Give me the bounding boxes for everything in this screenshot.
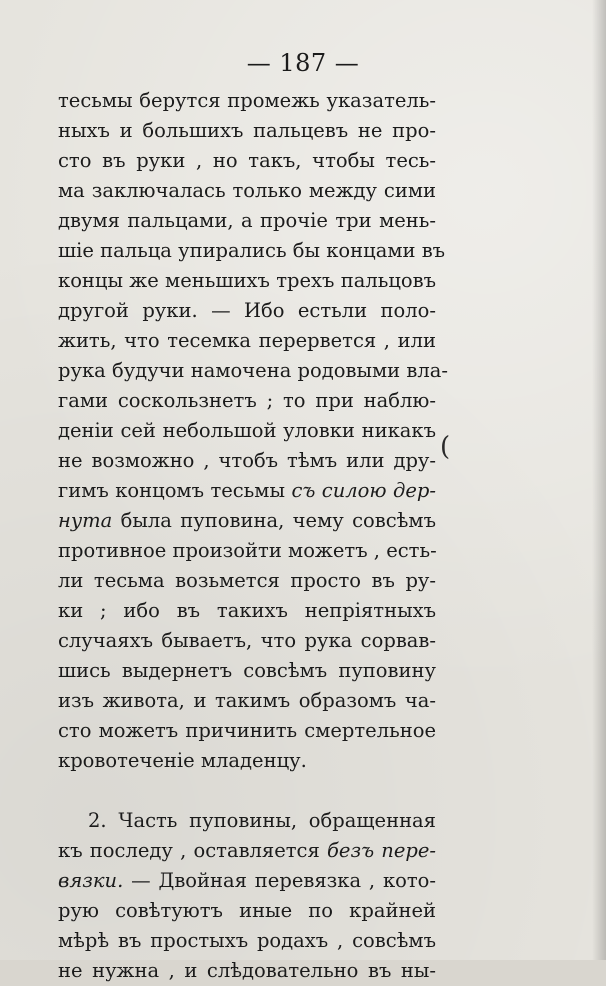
text-line: концы же меньшихъ трехъ пальцовъ [58, 269, 436, 292]
text-line: противное произойти можетъ , есть- [58, 539, 437, 562]
margin-bracket-mark: ( [440, 432, 451, 462]
text-run: гимъ концомъ тесьмы [58, 479, 292, 502]
text-line: ки ; ибо въ такихъ непріятныхъ [58, 599, 436, 622]
text-line: шіе пальца упирались бы концами въ [58, 239, 446, 262]
text-line: рую совѣтуютъ иные по крайней [58, 899, 436, 922]
italic-text-run: нута [58, 509, 113, 532]
text-line: изъ живота, и такимъ образомъ ча- [58, 689, 436, 712]
text-line: кровотеченіе младенцу. [58, 749, 307, 772]
text-run: была пуповина, чему совсѣмъ [112, 509, 436, 532]
text-line: ма заключалась только между сими [58, 179, 436, 202]
italic-text-run: съ силою дер- [291, 479, 437, 502]
text-line: другой руки. — Ибо естьли поло- [58, 299, 436, 322]
text-line [58, 866, 436, 896]
text-line [58, 476, 436, 506]
page-number-header: — 187 — [246, 49, 360, 77]
text-line: ли тесьма возьмется просто въ ру- [58, 569, 436, 592]
text-line: рука будучи намочена родовыми вла- [58, 359, 448, 382]
text-line: сто можетъ причинить смертельное [58, 719, 436, 742]
italic-text-run: безъ пере- [327, 839, 436, 862]
text-line: гами соскользнетъ ; то при наблю- [58, 389, 436, 412]
text-line: ныхъ и большихъ пальцевъ не про- [58, 119, 436, 142]
text-line: не возможно , чтобъ тѣмъ или дру- [58, 449, 436, 472]
text-line: жить, что тесемка перервется , или [58, 329, 436, 352]
text-line: случаяхъ бываетъ, что рука сорвав- [58, 629, 436, 652]
text-line: сто въ руки , но такъ, чтобы тесь- [58, 149, 436, 172]
text-line [58, 836, 436, 866]
text-run: къ последу , оставляется [58, 839, 327, 862]
text-line: двумя пальцами, а прочіе три мень- [58, 209, 436, 232]
text-line: деніи сей небольшой уловки никакъ [58, 419, 436, 442]
text-line [58, 506, 436, 536]
text-line: не нужна , и слѣдовательно въ ны- [58, 959, 436, 982]
text-line: мѣрѣ въ простыхъ родахъ , совсѣмъ [58, 929, 436, 952]
italic-text-run: вязки. [58, 869, 124, 892]
page-edge-shadow [592, 0, 606, 960]
text-line: 2. Часть пуповины, обращенная [88, 809, 436, 832]
text-line: шись выдернетъ совсѣмъ пуповину [58, 659, 436, 682]
text-line: тесьмы берутся промежь указатель- [58, 89, 436, 112]
text-run: — Двойная перевязка , кото- [123, 869, 436, 892]
